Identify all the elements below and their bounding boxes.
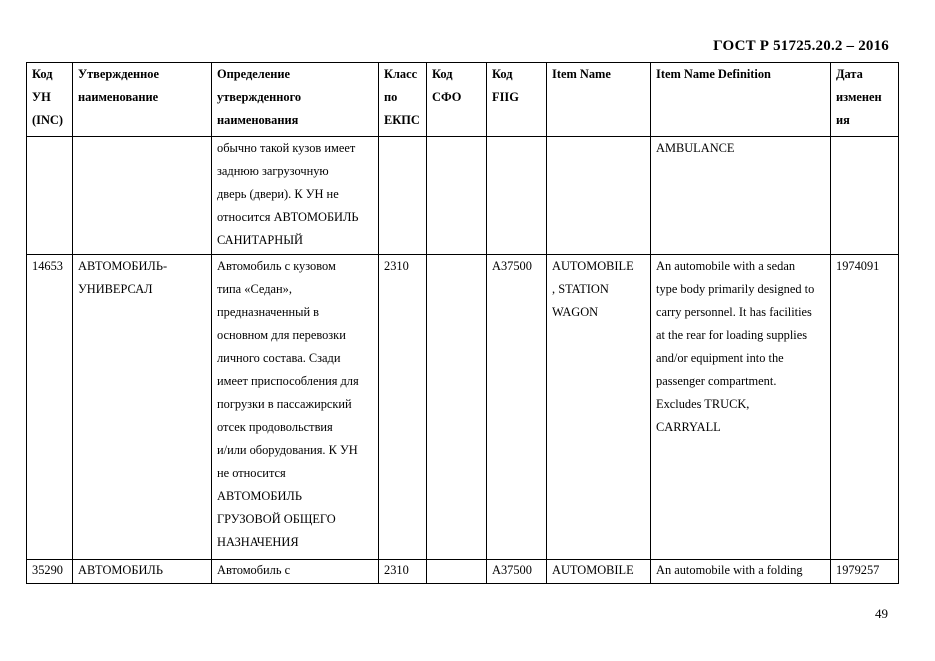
cell-text-line: Утвержденное bbox=[78, 67, 159, 81]
cell-item-name-definition bbox=[651, 255, 831, 560]
cell-text-line: имеет приспособления для bbox=[217, 374, 359, 388]
cell-inc bbox=[27, 137, 73, 255]
cell-text-line: АВТОМОБИЛЬ- bbox=[78, 259, 168, 273]
cell-text-line: FIIG bbox=[492, 90, 519, 104]
header-class bbox=[379, 63, 427, 137]
cell-text-line: , STATION bbox=[552, 282, 609, 296]
cell-date: 1974091 bbox=[831, 255, 899, 560]
cell-text-line: Код bbox=[432, 67, 453, 81]
cell-text-line: АВТОМОБИЛЬ bbox=[78, 563, 163, 577]
cell-text-line: типа «Седан», bbox=[217, 282, 292, 296]
cell-text-line: An automobile with a folding bbox=[656, 563, 803, 577]
cell-sfo bbox=[427, 560, 487, 584]
cell-fiig bbox=[487, 137, 547, 255]
cell-text-line: и/или оборудования. К УН bbox=[217, 443, 358, 457]
cell-text-line: заднюю загрузочную bbox=[217, 164, 329, 178]
cell-text-line: Excludes TRUCK, bbox=[656, 397, 750, 411]
cell-date: 1979257 bbox=[831, 560, 899, 584]
cell-text-line: основном для перевозки bbox=[217, 328, 346, 342]
table-header-row bbox=[27, 63, 899, 137]
cell-text-line: АВТОМОБИЛЬ bbox=[217, 489, 302, 503]
cell-text-line: предназначенный в bbox=[217, 305, 320, 319]
cell-item-name bbox=[547, 560, 651, 584]
cell-inc: 35290 bbox=[27, 560, 73, 584]
cell-fiig: A37500 bbox=[487, 255, 547, 560]
cell-text-line: An automobile with a sedan bbox=[656, 259, 796, 273]
cell-item-name-definition bbox=[651, 137, 831, 255]
document-standard-header: ГОСТ Р 51725.20.2 – 2016 bbox=[713, 38, 889, 54]
cell-text-line: ГРУЗОВОЙ ОБЩЕГО bbox=[217, 512, 336, 526]
page-number: 49 bbox=[875, 606, 888, 621]
cell-text-line: наименование bbox=[78, 90, 159, 104]
cell-fiig: A37500 bbox=[487, 560, 547, 584]
header-date bbox=[831, 63, 899, 137]
header-approved-name bbox=[73, 63, 212, 137]
cell-text-line: AUTOMOBILE bbox=[552, 259, 634, 273]
cell-text-line: УНИВЕРСАЛ bbox=[78, 282, 153, 296]
cell-approved-name bbox=[73, 255, 212, 560]
cell-item-name bbox=[547, 137, 651, 255]
cell-text-line: AUTOMOBILE bbox=[552, 563, 634, 577]
cell-text-line: type body primarily designed to bbox=[656, 282, 815, 296]
cell-text-line: НАЗНАЧЕНИЯ bbox=[217, 535, 299, 549]
cell-text-line: Item Name Definition bbox=[656, 67, 771, 81]
cell-inc: 14653 bbox=[27, 255, 73, 560]
cell-text-line: не относится bbox=[217, 466, 286, 480]
header-fiig bbox=[487, 63, 547, 137]
cell-text-line: обычно такой кузов имеет bbox=[217, 141, 356, 155]
cell-text-line: Дата bbox=[836, 67, 863, 81]
cell-text-line: Автомобиль с bbox=[217, 563, 291, 577]
cell-text-line: ия bbox=[836, 113, 850, 127]
header-item-name-definition bbox=[651, 63, 831, 137]
cell-text-line: Код bbox=[492, 67, 513, 81]
cell-text-line: по bbox=[384, 90, 398, 104]
cell-date bbox=[831, 137, 899, 255]
cell-text-line: (INC) bbox=[32, 113, 63, 127]
cell-sfo bbox=[427, 137, 487, 255]
cell-definition bbox=[212, 255, 379, 560]
cell-text-line: СФО bbox=[432, 90, 462, 104]
cell-text-line: CARRYALL bbox=[656, 420, 721, 434]
cell-text-line: УН bbox=[32, 90, 51, 104]
cell-approved-name bbox=[73, 560, 212, 584]
header-definition bbox=[212, 63, 379, 137]
cell-definition bbox=[212, 137, 379, 255]
cell-class: 2310 bbox=[379, 255, 427, 560]
cell-class bbox=[379, 137, 427, 255]
cell-sfo bbox=[427, 255, 487, 560]
cell-text-line: ЕКПС bbox=[384, 113, 420, 127]
table-row bbox=[27, 255, 899, 560]
cell-text-line: отсек продовольствия bbox=[217, 420, 333, 434]
cell-text-line: Код bbox=[32, 67, 53, 81]
cell-text-line: AMBULANCE bbox=[656, 141, 735, 155]
spec-table bbox=[26, 62, 899, 584]
cell-text-line: passenger compartment. bbox=[656, 374, 777, 388]
cell-text-line: погрузки в пассажирский bbox=[217, 397, 352, 411]
cell-text-line: дверь (двери). К УН не bbox=[217, 187, 339, 201]
cell-text-line: Класс bbox=[384, 67, 418, 81]
cell-text-line: наименования bbox=[217, 113, 299, 127]
cell-text-line: изменен bbox=[836, 90, 882, 104]
table-row bbox=[27, 137, 899, 255]
cell-text-line: относится АВТОМОБИЛЬ bbox=[217, 210, 359, 224]
cell-text-line: САНИТАРНЫЙ bbox=[217, 233, 303, 247]
cell-item-name bbox=[547, 255, 651, 560]
cell-text-line: at the rear for loading supplies bbox=[656, 328, 808, 342]
cell-text-line: WAGON bbox=[552, 305, 599, 319]
cell-approved-name bbox=[73, 137, 212, 255]
header-inc bbox=[27, 63, 73, 137]
cell-text-line: личного состава. Сзади bbox=[217, 351, 341, 365]
cell-text-line: Определение bbox=[217, 67, 291, 81]
header-item-name bbox=[547, 63, 651, 137]
cell-item-name-definition bbox=[651, 560, 831, 584]
cell-text-line: утвержденного bbox=[217, 90, 302, 104]
table-row bbox=[27, 560, 899, 584]
cell-text-line: carry personnel. It has facilities bbox=[656, 305, 812, 319]
cell-definition bbox=[212, 560, 379, 584]
cell-text-line: Автомобиль с кузовом bbox=[217, 259, 336, 273]
header-sfo bbox=[427, 63, 487, 137]
cell-text-line: Item Name bbox=[552, 67, 611, 81]
cell-class: 2310 bbox=[379, 560, 427, 584]
cell-text-line: and/or equipment into the bbox=[656, 351, 784, 365]
